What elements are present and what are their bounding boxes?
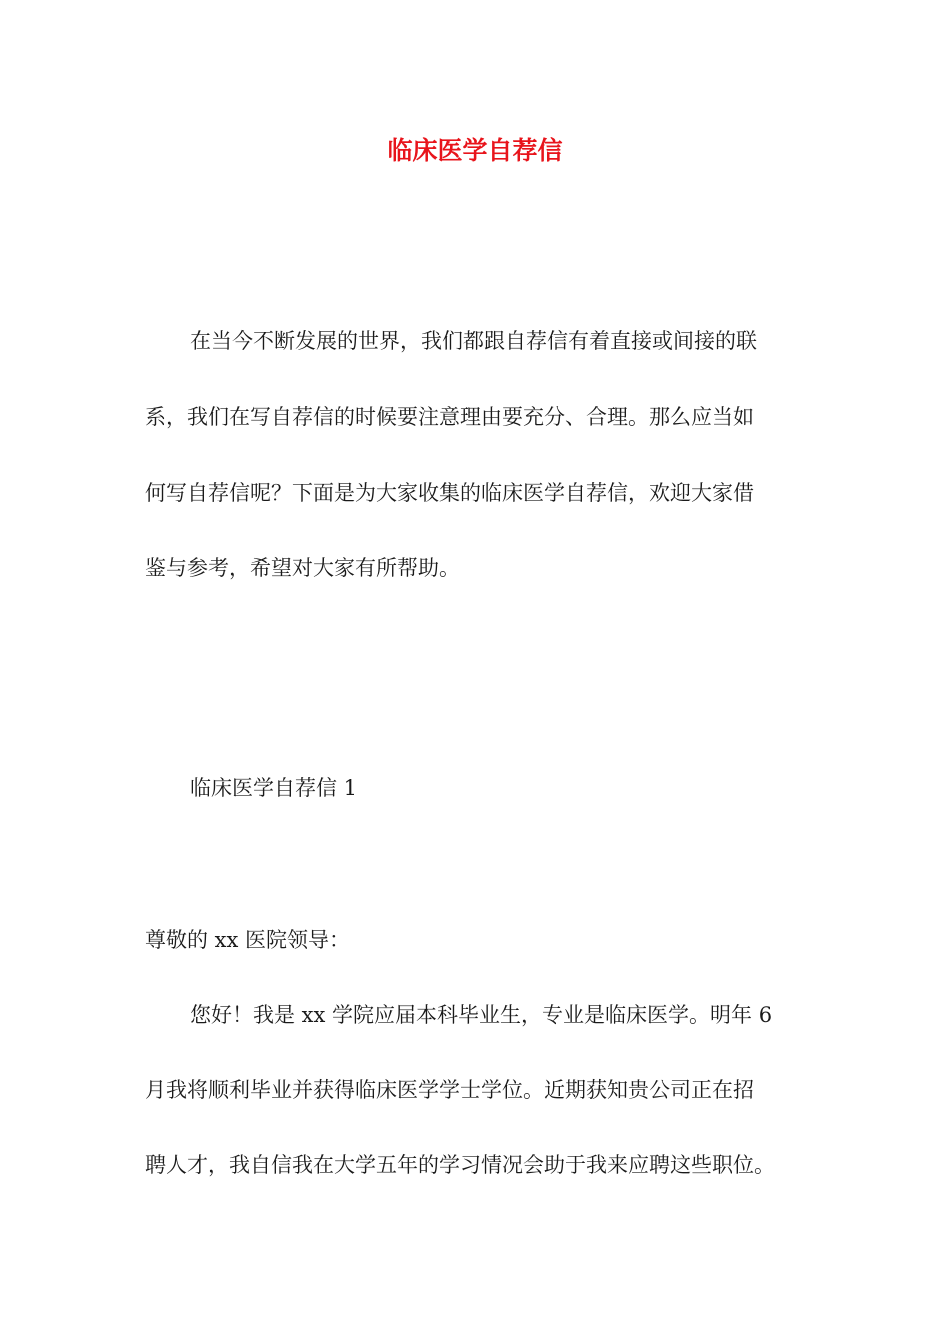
intro-line-3: 何写自荐信呢？下面是为大家收集的临床医学自荐信，欢迎大家借 (145, 481, 754, 505)
body-line-2: 月我将顺利毕业并获得临床医学学士学位。近期获知贵公司正在招 (145, 1078, 754, 1102)
salutation: 尊敬的 xx 医院领导： (145, 928, 351, 952)
section-heading: 临床医学自荐信 1 (190, 776, 358, 800)
body-line-3: 聘人才，我自信我在大学五年的学习情况会助于我来应聘这些职位。 (145, 1153, 775, 1177)
intro-line-2: 系，我们在写自荐信的时候要注意理由要充分、合理。那么应当如 (145, 405, 754, 429)
document-title: 临床医学自荐信 (387, 136, 563, 165)
body-line-1: 您好！我是 xx 学院应届本科毕业生，专业是临床医学。明年 6 (190, 1003, 773, 1027)
intro-line-4: 鉴与参考，希望对大家有所帮助。 (145, 556, 460, 580)
intro-line-1: 在当今不断发展的世界，我们都跟自荐信有着直接或间接的联 (190, 329, 757, 353)
